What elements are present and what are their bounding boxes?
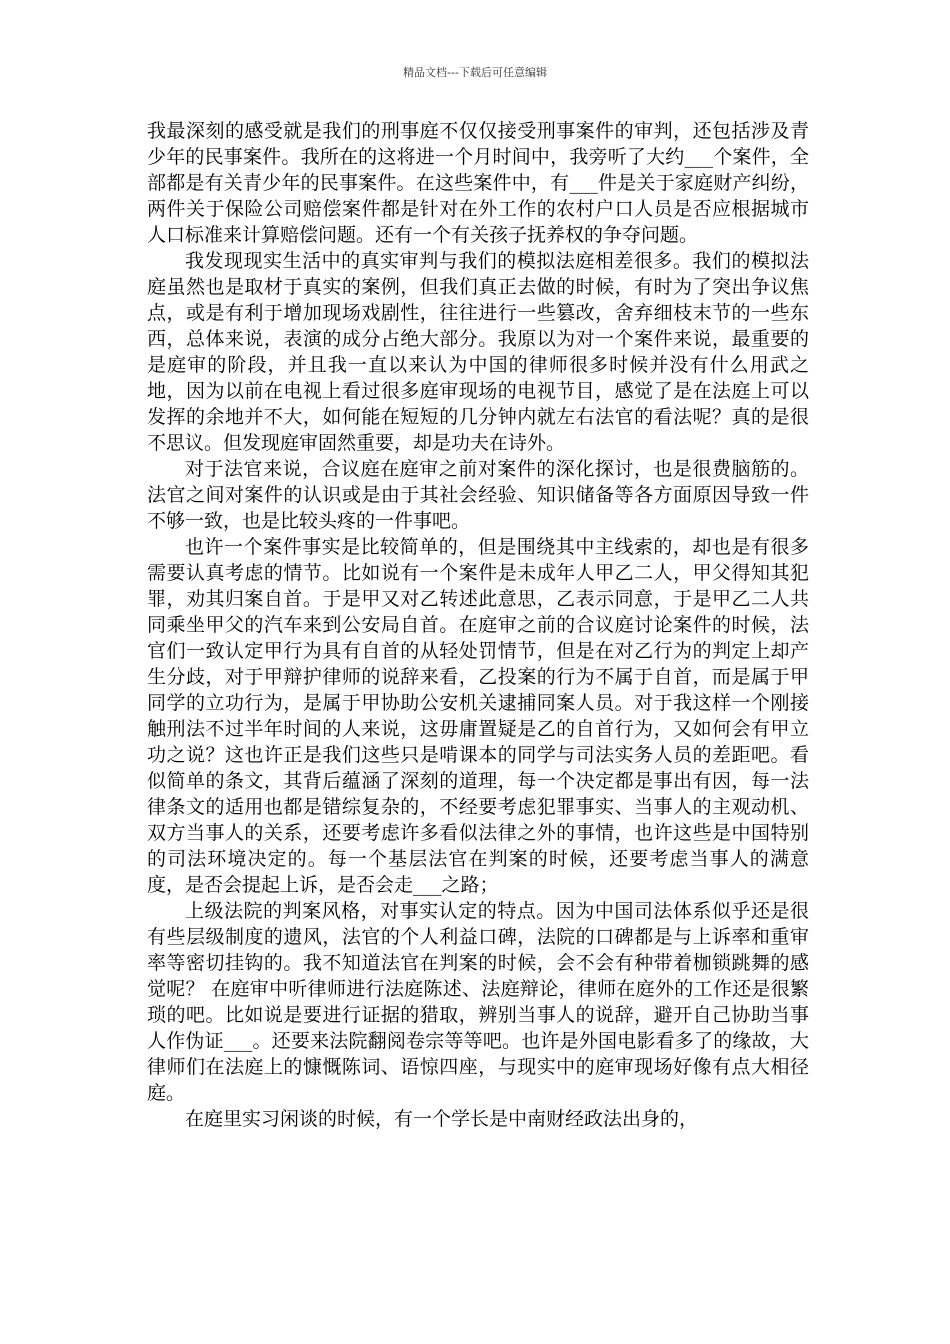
paragraph-4: 也许一个案件事实是比较简单的，但是围绕其中主线索的，却也是有很多需要认真考虑的情节。比如说有一个案件是未成年人甲乙二人，甲父得知其犯罪，劝其归案自首。于是甲又对乙转述此意思，乙表示同意，于是甲乙二人共同乘坐甲父的汽车来到公安局自首。在庭审之前的合议庭讨论案件的时候，法官们一致认定甲行为具有自首的从轻处罚情节，但是在对乙行为的判定上却产生分歧，对于甲辩护律师的说辞来看，乙投案的行为不属于自首，而是属于甲同学的立功行为，是属于甲协助公安机关逮捕同案人员。对于我这样一个刚接触刑法不过半年时间的人来说，这毋庸置疑是乙的自首行为，又如何会有甲立功之说？这也许正是我们这些只是啃课本的同学与司法实务人员的差距吧。看似简单的条文，其背后蕴涵了深刻的道理，每一个决定都是事出有因，每一法律条文的适用也都是错综复杂的，不经要考虑犯罪事实、当事人的主观动机、双方当事人的关系，还要考虑许多看似法律之外的事情，也许这些是中国特别的司法环境决定的。每一个基层法官在判案的时候，还要考虑当事人的满意度，是否会提起上诉，是否会走___之路； (147, 536, 809, 896)
paragraph-5: 上级法院的判案风格，对事实认定的特点。因为中国司法体系似乎还是很有些层级制度的遗风，法官的个人利益口碑，法院的口碑都是与上诉率和重审率等密切挂钩的。我不知道法官在判案的时候，会不会有种带着枷锁跳舞的感觉呢？ 在庭审中听律师进行法庭陈述、法庭辩论，律师在庭外的工作还是很繁琐的吧。比如说是要进行证据的猎取，辨别当事人的说辞，避开自己协助当事人作伪证___。还要来法院翻阅卷宗等等吧。也许是外国电影看多了的缘故，大律师们在法庭上的慷慨陈词、语惊四座，与现实中的庭审现场好像有点大相径庭。 (147, 900, 809, 1104)
paragraph-3: 对于法官来说，合议庭在庭审之前对案件的深化探讨，也是很费脑筋的。法官之间对案件的认识或是由于其社会经验、知识储备等各方面原因导致一件不够一致，也是比较头疼的一件事吧。 (147, 458, 809, 532)
paragraph-2: 我发现现实生活中的真实审判与我们的模拟法庭相差很多。我们的模拟法庭虽然也是取材于真实的案例，但我们真正去做的时候，有时为了突出争议焦点，或是有利于增加现场戏剧性，往往进行一些篡改，舍弃细枝末节的一些东西，总体来说，表演的成分占绝大部分。我原以为对一个案件来说，最重要的是庭审的阶段，并且我一直以来认为中国的律师很多时候并没有什么用武之地，因为以前在电视上看过很多庭审现场的电视节目，感觉了是在法庭上可以发挥的余地并不大，如何能在短短的几分钟内就左右法官的看法呢？真的是很不思议。但发现庭审固然重要，却是功夫在诗外。 (147, 250, 809, 454)
paragraph-1: 我最深刻的感受就是我们的刑事庭不仅仅接受刑事案件的审判，还包括涉及青少年的民事案件。我所在的这将进一个月时间中，我旁听了大约___个案件，全部都是有关青少年的民事案件。在这些案件中，有___件是关于家庭财产纠纷，两件关于保险公司赔偿案件都是针对在外工作的农村户口人员是否应根据城市人口标准来计算赔偿问题。还有一个有关孩子抚养权的争夺问题。 (147, 120, 809, 246)
document-body (147, 118, 809, 1132)
paragraph-6: 在庭里实习闲谈的时候，有一个学长是中南财经政法出身的， (185, 1108, 699, 1130)
page-header: 精品文档---下载后可任意编辑 (403, 66, 547, 79)
